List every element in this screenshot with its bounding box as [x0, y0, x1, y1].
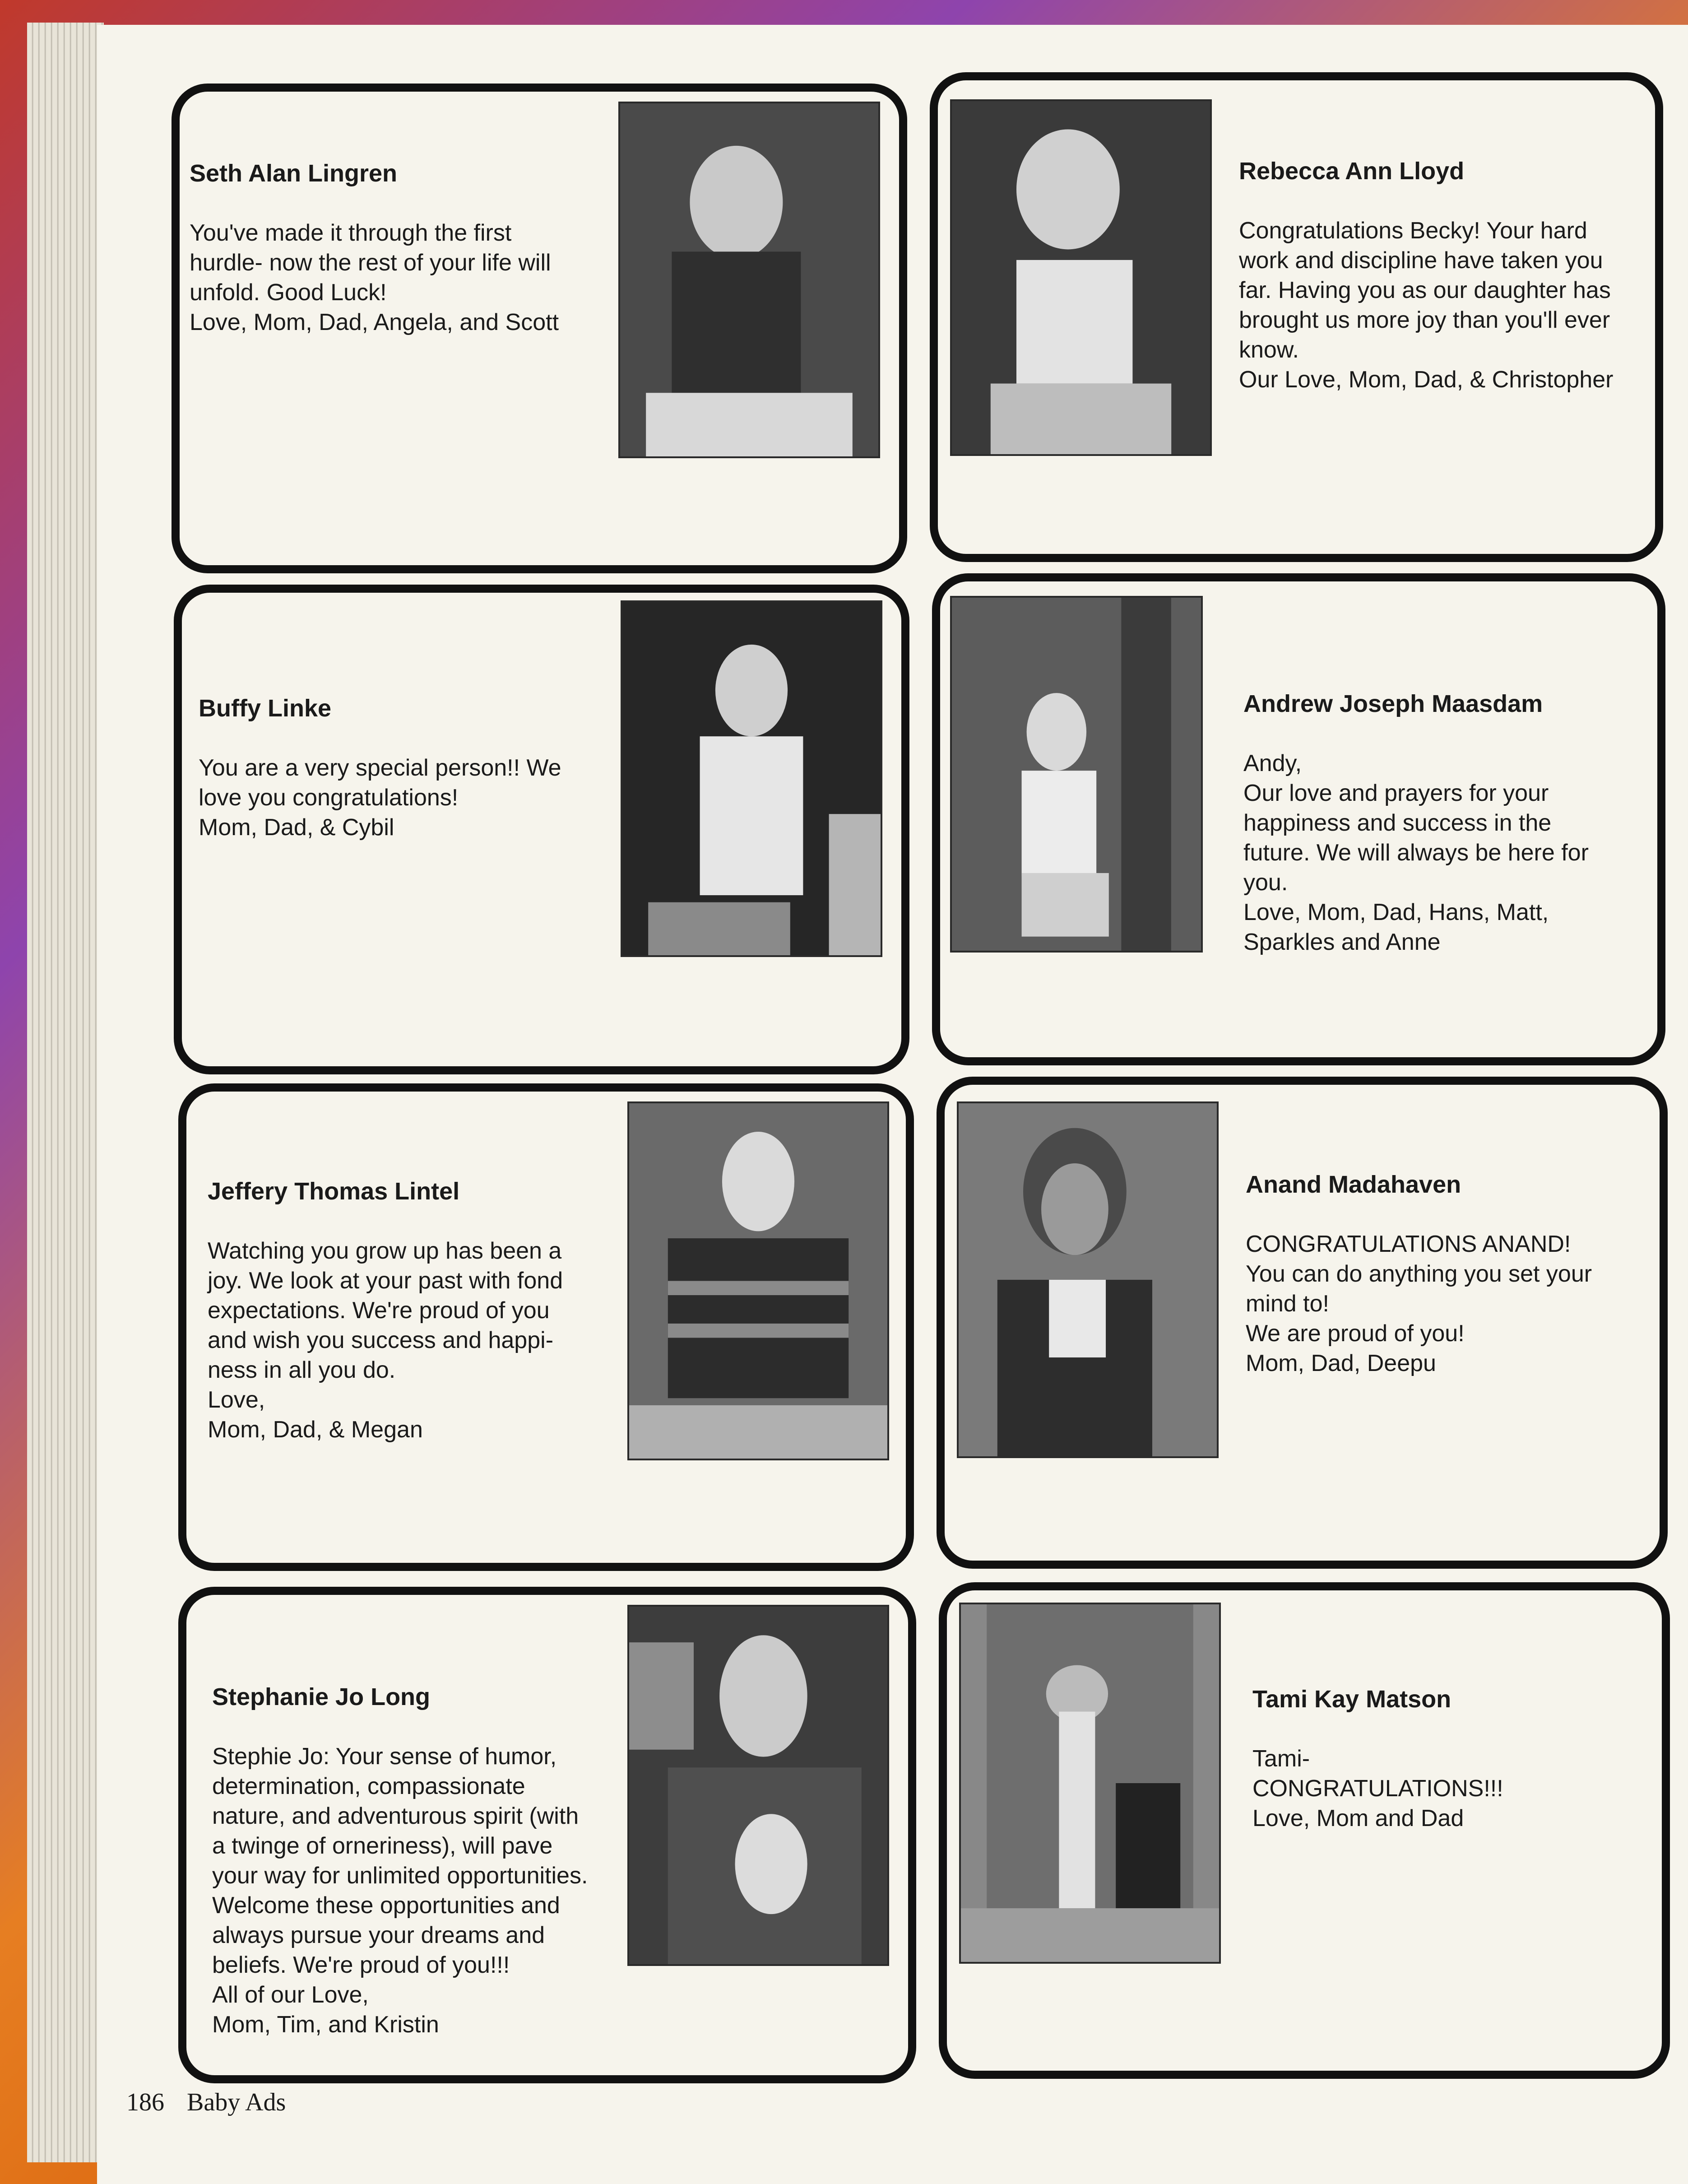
baby-ad-name: Anand Madahaven: [1246, 1171, 1461, 1198]
book-binding-edges: [27, 23, 104, 2162]
baby-ad-message: Congratulations Becky! Your hard work and discipline have taken you far. Having you as our daughter has brought us more joy than you'll ever know. Our Love, Mom, Dad, & Christopher: [1239, 218, 1614, 393]
baby-ad-message: You are a very special person!! We love you congratulations! Mom, Dad, & Cybil: [199, 755, 561, 841]
baby-ad-message: CONGRATULATIONS ANAND! You can do anything you set your mind to! We are proud of you! Mom, Dad, Deepu: [1246, 1231, 1592, 1376]
baby-photo: [959, 1603, 1221, 1964]
baby-photo: [950, 596, 1203, 953]
baby-ad-name: Buffy Linke: [199, 695, 332, 722]
baby-photo: [627, 1101, 889, 1460]
page-footer: [126, 2088, 286, 2117]
baby-ad-text: [190, 129, 623, 367]
baby-ad-name: Seth Alan Lingren: [190, 160, 398, 187]
baby-ad-text: [1252, 1654, 1650, 1863]
baby-photo: [621, 600, 882, 957]
baby-ad-name: Andrew Joseph Maasdam: [1243, 690, 1543, 717]
baby-photo: [957, 1101, 1219, 1458]
baby-ad-name: Stephanie Jo Long: [212, 1683, 431, 1710]
baby-ad-name: Rebecca Ann Lloyd: [1239, 158, 1465, 185]
baby-ad-message: Tami- CONGRATULATIONS!!! Love, Mom and Dad: [1252, 1746, 1503, 1831]
baby-ad-message: Andy, Our love and prayers for your happiness and success in the future. We will always be here for you. Love, Mom, Dad, Hans, Matt, Sparkles and Anne: [1243, 750, 1589, 955]
baby-ad-message: You've made it through the first hurdle- now the rest of your life will unfold. Good Luck! Love, Mom, Dad, Angela, and Scott: [190, 220, 559, 335]
baby-ad-text: [212, 1652, 623, 2069]
baby-ad-message: Watching you grow up has been a joy. We look at your past with fond expectations. We're proud of you and wish you success and happi- ness in all you do. Love, Mom, Dad, & Megan: [208, 1238, 563, 1443]
page-number: 186: [126, 2088, 164, 2116]
baby-ad-text: [1246, 1140, 1652, 1408]
baby-photo: [627, 1605, 889, 1966]
baby-ad-text: [1243, 659, 1650, 987]
baby-ad-name: Tami Kay Matson: [1252, 1686, 1451, 1713]
baby-ad-message: Stephie Jo: Your sense of humor, determination, compassionate nature, and adventurous spirit (with a twinge of orneriness), will pave your way for unlimited opportunities. Welcome these opportunities and always pursue your dreams and beliefs. We're proud of you!!! All of our Love, Mom, Tim, and Kristin: [212, 1743, 588, 2038]
baby-ad-text: [1239, 126, 1645, 424]
baby-ad-text: [199, 664, 632, 872]
baby-photo: [950, 99, 1212, 456]
section-title: Baby Ads: [187, 2088, 286, 2116]
baby-ad-name: Jeffery Thomas Lintel: [208, 1178, 460, 1205]
baby-ad-text: [208, 1147, 614, 1474]
baby-photo: [618, 102, 880, 458]
